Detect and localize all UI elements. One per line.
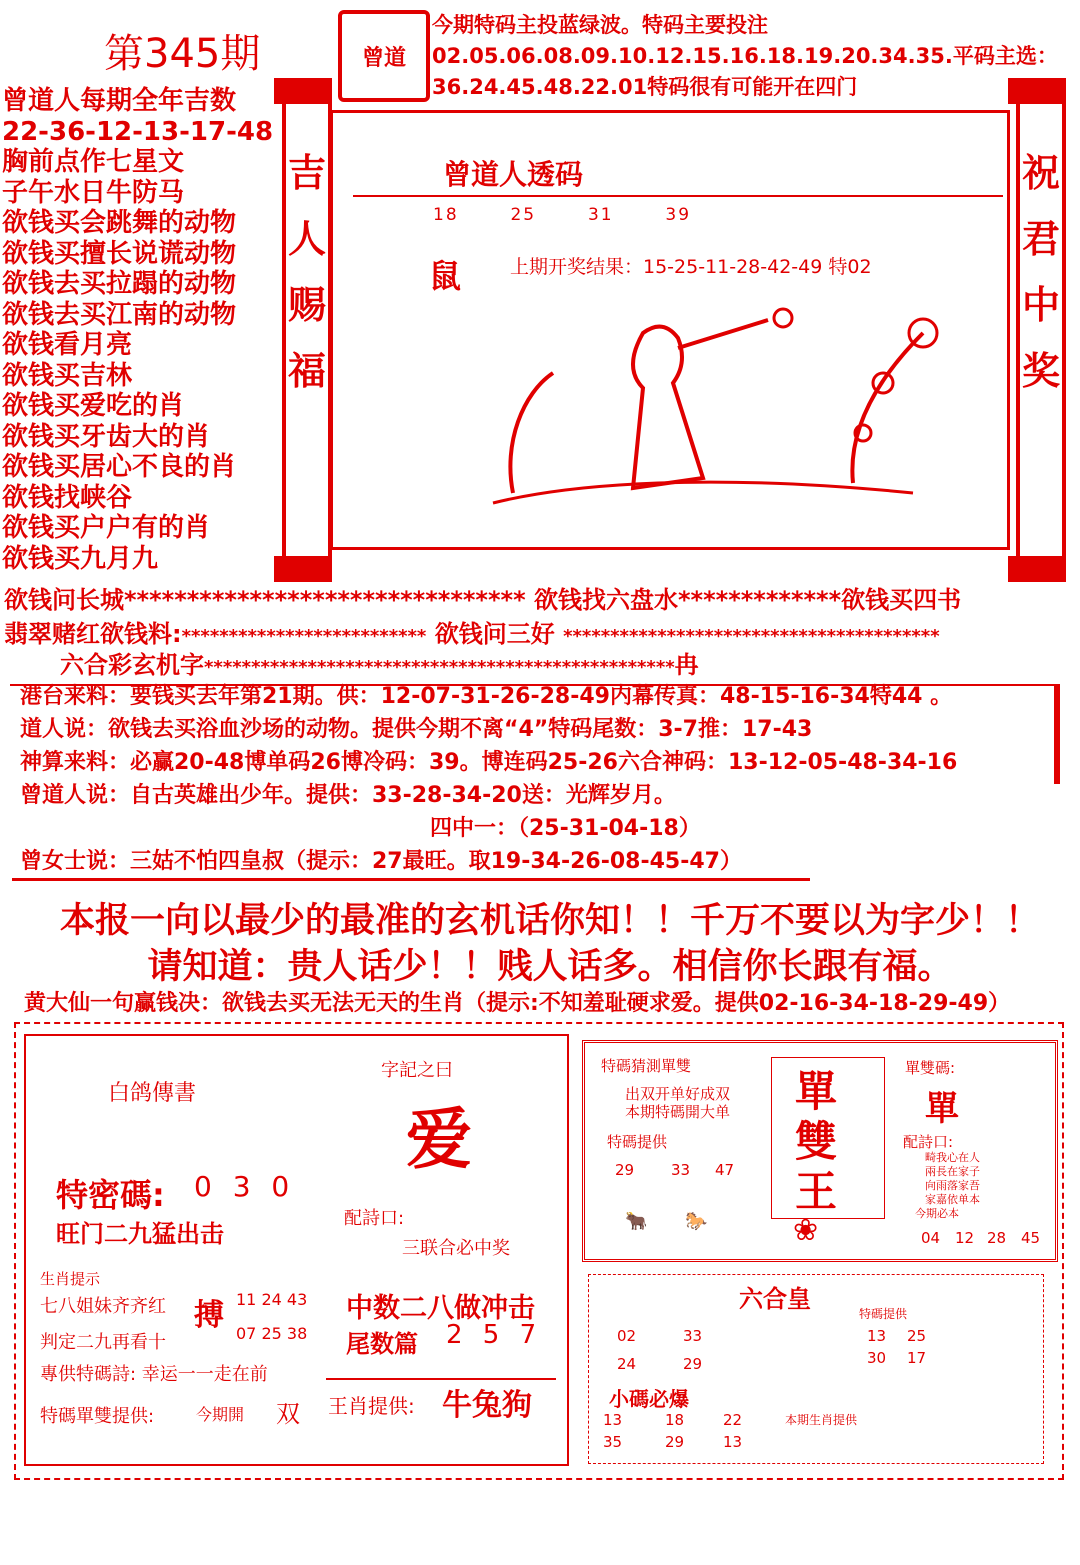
- star-row-right: 冉: [674, 651, 699, 679]
- top-notice: 今期特码主投蓝绿波。特码主要投注02.05.06.08.09.10.12.15.16.18.19.20.34.35.平码主选：36.24.45.48.22.01特码很有可能开在四门: [432, 13, 1058, 99]
- scroll-char: 祝: [1021, 151, 1060, 195]
- issue-number: 第345期: [104, 31, 261, 77]
- panel-right-poem: [925, 1151, 980, 1207]
- danshuang-sub: 今期開: [196, 1405, 245, 1424]
- panel-right-supply: 特碼提供: [607, 1133, 668, 1151]
- illustration-number: 39: [665, 205, 692, 225]
- info-line: 四中一：（25-31-04-18）: [430, 816, 701, 841]
- left-list-line: 欲钱买擅长说谎动物: [2, 238, 237, 269]
- poem-line: 向雨落家吾: [925, 1179, 980, 1192]
- left-list-line: 欲钱买户户有的肖: [2, 513, 211, 543]
- left-list-line: 欲钱去买拉蹋的动物: [2, 269, 237, 299]
- small-num: 29: [665, 1433, 685, 1451]
- sage-drawing: [453, 293, 973, 533]
- info-line: 曾女士说：三姑不怕四皇叔（提示：27最旺。取19-34-26-08-45-47）: [12, 845, 810, 881]
- left-list-line: 子午水日牛防马: [2, 177, 185, 208]
- left-list-line: 欲钱买爱吃的肖: [2, 391, 185, 421]
- horse-icon: 🐎: [685, 1211, 708, 1232]
- wang-label: 王肖提供:: [328, 1394, 415, 1418]
- info-line: 道人说：欲钱去买浴血沙场的动物。提供今期不离“4”特码尾数：3-7推：17-43: [20, 717, 813, 742]
- illustration-panel: [330, 110, 1010, 550]
- scroll-char: 奖: [1021, 349, 1060, 393]
- lhh-special-num: 30: [867, 1349, 887, 1367]
- bottom-num: 04: [921, 1229, 941, 1247]
- scroll-cap: [274, 78, 332, 104]
- left-list-numbers: 22-36-12-13-17-48: [2, 116, 274, 147]
- scroll-char: 福: [287, 349, 326, 393]
- left-list-line: 欲钱买九月九: [2, 543, 159, 574]
- illustration-numbers: [433, 205, 691, 225]
- slogan-line: 本报一向以最少的最准的玄机话你知！！千万不要以为字少！！: [59, 900, 1040, 941]
- bo-numbers: 11 24 43: [236, 1290, 308, 1309]
- scroll-cap: [274, 556, 332, 582]
- special-title: 特碼提供: [859, 1307, 908, 1321]
- left-list-line: 胸前点作七星文: [2, 147, 185, 177]
- bo-numbers: 07 25 38: [236, 1324, 308, 1343]
- seal-stamp: [338, 10, 430, 102]
- huang-daxian-line: 黄大仙一句赢钱决：欲钱去买无法无天的生肖（提示:不知羞耻硬求爱。提供02-16-34-18-29-49）: [24, 991, 1011, 1016]
- panel-left: [24, 1034, 569, 1466]
- tema-value: 0 3 0: [194, 1170, 296, 1203]
- lhh-num: 24: [617, 1355, 637, 1373]
- star-row: 翡翠赌红欲钱料:************************** 欲钱问三好 ****************************************: [4, 620, 940, 648]
- danshuang-label: 特碼單雙提供:: [40, 1406, 155, 1427]
- lhh-note: 本期生肖提供: [785, 1413, 858, 1427]
- small-num: 18: [665, 1411, 685, 1429]
- illustration-title: 曾道人透码: [443, 158, 584, 191]
- illustration-number: 25: [510, 205, 537, 225]
- flower-icon: ❀: [793, 1213, 819, 1248]
- slogan-block: [40, 898, 1060, 990]
- info-line: 港台来料：要钱买去年第21期。供：12-07-31-26-28-49内幕传真：48-15-16-34特44 。: [20, 684, 953, 709]
- panel-right-seal-label: 單雙碼:: [905, 1059, 956, 1077]
- scroll-char: 中: [1021, 283, 1060, 327]
- left-list: [2, 86, 273, 574]
- panel-left-seal: 字記之曰: [381, 1060, 453, 1081]
- star-row-mid: 欲钱问三好: [434, 620, 555, 648]
- danshuang-value: 双: [276, 1400, 300, 1428]
- star-row-mid: 欲钱找六盘水: [533, 586, 678, 614]
- ox-icon: 🐂: [625, 1211, 648, 1232]
- seal-stamp-text: 曾道: [361, 45, 406, 71]
- divider: [353, 195, 1003, 197]
- panel-left-row: 七八姐妹齐齐红: [40, 1296, 166, 1317]
- panel-left-mid-slogan: 中数二八做冲击: [346, 1293, 535, 1324]
- lhh-special-num: 13: [867, 1327, 887, 1345]
- panel-right-num: 33: [671, 1161, 691, 1179]
- lhh-special-num: 17: [907, 1349, 927, 1367]
- panel-left-seal-char: 爱: [406, 1101, 472, 1178]
- poem-line: 家嘉依单本: [925, 1193, 980, 1206]
- slogan-line: 请知道：贵人话少！！贱人话多。相信你长跟有福。: [147, 946, 953, 987]
- star-row-left: 翡翠赌红欲钱料:: [4, 620, 182, 648]
- panel-left-line1: 旺门二九猛出击: [56, 1220, 224, 1248]
- tail-label: 尾数篇: [346, 1330, 418, 1358]
- scroll-char: 人: [287, 217, 326, 261]
- scroll-right: [1016, 96, 1066, 566]
- panel-right-verse: 出双开单好成双: [625, 1085, 731, 1103]
- left-list-line: 欲钱找峡谷: [2, 482, 133, 513]
- star-row-left: 欲钱问长城: [4, 586, 124, 614]
- last-draw-result: 上期开奖结果：15-25-11-28-42-49 特02: [510, 256, 872, 278]
- left-list-line: 欲钱买居心不良的肖: [2, 452, 237, 482]
- illustration-number: 31: [587, 205, 614, 225]
- panel-left-row: 判定二九再看十: [40, 1332, 166, 1353]
- info-line: 曾道人说：自古英雄出少年。提供：33-28-34-20送：光辉岁月。: [20, 783, 676, 808]
- left-list-line: 欲钱去买江南的动物: [2, 299, 237, 330]
- small-num: 22: [723, 1411, 743, 1429]
- panel-right: [582, 1040, 1058, 1262]
- panel-right-period: 今期必本: [915, 1207, 959, 1220]
- star-row: 欲钱问长城******************************** 欲钱找六盘水*************欲钱买四书: [4, 586, 962, 614]
- small-num: 35: [603, 1433, 623, 1451]
- panel-right-num: 29: [615, 1161, 635, 1179]
- tail-value: 2 5 7: [446, 1320, 543, 1350]
- illustration-zodiac: 鼠: [429, 257, 462, 295]
- scroll-cap: [1008, 556, 1066, 582]
- scroll-char: 赐: [287, 283, 326, 327]
- scroll-char: 吉: [287, 151, 326, 195]
- left-list-line: 欲钱买会跳舞的动物: [2, 208, 237, 238]
- info-line: 神算来料：必赢20-48博单码26博冷码：39。博连码25-26六合神码：13-12-05-48-34-16: [20, 750, 958, 775]
- lhh-special-num: 25: [907, 1327, 927, 1345]
- star-row-left: 六合彩玄机字: [60, 651, 204, 679]
- left-list-title: 曾道人每期全年吉数: [2, 86, 237, 116]
- small-title: 小碼必爆: [609, 1387, 689, 1411]
- panel-right-num: 47: [715, 1161, 735, 1179]
- big-char: 雙: [795, 1117, 838, 1166]
- big-char: 王: [795, 1167, 838, 1216]
- info-box: [12, 680, 1062, 881]
- tema-label: 特密碼:: [56, 1176, 165, 1214]
- panel-right-verse: 本期特碼開大单: [625, 1103, 731, 1121]
- scroll-char: 君: [1021, 217, 1060, 261]
- shengxiao-title: 生肖提示: [40, 1270, 101, 1288]
- lhh-num: 33: [683, 1327, 703, 1345]
- panel-left-pei: 配詩口:: [344, 1208, 405, 1229]
- bottom-num: 45: [1021, 1229, 1041, 1247]
- left-list-line: 欲钱买牙齿大的肖: [2, 421, 211, 452]
- bo-char: 搏: [194, 1298, 224, 1333]
- lhh-num: 02: [617, 1327, 637, 1345]
- panel-left-lianhe: 三联合必中奖: [402, 1238, 510, 1259]
- scroll-left: [282, 96, 332, 566]
- panel-right-header: 特碼猜測單雙: [601, 1057, 692, 1075]
- small-num: 13: [603, 1411, 623, 1429]
- illustration-number: 18: [433, 205, 459, 225]
- panel-left-row: 專供特碼詩: 幸运一一走在前: [40, 1364, 268, 1385]
- liuhehuang-title: 六合皇: [739, 1285, 811, 1313]
- panel-right-pei: 配詩口:: [903, 1133, 954, 1151]
- panel-bottom-right: [588, 1274, 1044, 1464]
- bottom-num: 28: [987, 1229, 1007, 1247]
- bottom-num: 12: [955, 1229, 975, 1247]
- scroll-cap: [1008, 78, 1066, 104]
- poem-line: 兩長在家子: [925, 1165, 980, 1178]
- poem-line: 畸我心在人: [925, 1151, 980, 1164]
- small-num: 13: [723, 1433, 743, 1451]
- left-list-line: 欲钱买吉林: [2, 360, 133, 391]
- wang-value: 牛兔狗: [442, 1388, 532, 1423]
- left-list-line: 欲钱看月亮: [2, 330, 133, 360]
- panel-right-seal-char: 單: [925, 1089, 959, 1129]
- panel-left-header: 白鸽傳書: [108, 1081, 197, 1106]
- star-row: 六合彩玄机字**************************************************冉: [60, 651, 699, 679]
- big-char: 單: [795, 1067, 838, 1116]
- star-row-right: 欲钱买四书: [841, 586, 962, 614]
- lhh-num: 29: [683, 1355, 703, 1373]
